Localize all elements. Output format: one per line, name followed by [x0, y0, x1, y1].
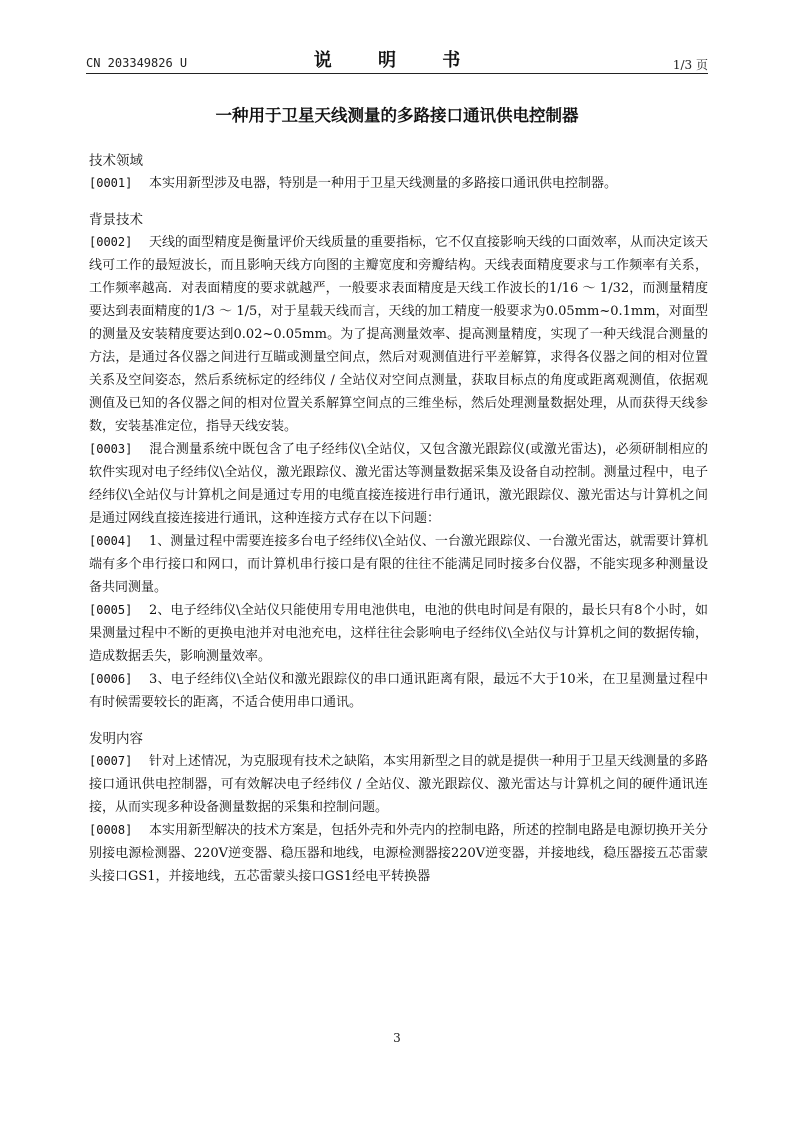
document-number: CN 203349826 U: [86, 56, 188, 70]
document-title: 一种用于卫星天线测量的多路接口通讯供电控制器: [215, 106, 579, 125]
paragraph-number: [0004]: [89, 534, 133, 548]
paragraph-text: 针对上述情况，为克服现有技术之缺陷，本实用新型之目的就是提供一种用于卫星天线测量的多路接口通讯供电控制器，可有效解决电子经纬仪 / 全站仪、激光跟踪仪、激光雷达与计算机之间的硬件通讯连接，从而实现多种设备测量数据的采集和控制问题。: [89, 754, 709, 815]
paragraph-number: [0002]: [89, 235, 133, 249]
paragraph-text: 2、电子经纬仪\全站仪只能使用专用电池供电，电池的供电时间是有限的，最长只有8个小时，如果测量过程中不断的更换电池并对电池充电，这样往往会影响电子经纬仪\全站仪与计算机之间的数据传输，造成数据丢失，影响测量效率。: [89, 603, 708, 664]
paragraph-text: 3、电子经纬仪\全站仪和激光跟踪仪的串口通讯距离有限，最远不大于10米，在卫星测量过程中有时候需要较长的距离，不适合使用串口通讯。: [89, 672, 708, 710]
section-heading: 背景技术: [89, 212, 143, 228]
paragraph: [89, 599, 708, 668]
paragraph-number: [0003]: [89, 442, 133, 456]
paragraph-number: [0005]: [89, 603, 133, 617]
paragraph-number: [0006]: [89, 672, 133, 686]
paragraph-number: [0001]: [89, 176, 133, 190]
paragraph-number: [0007]: [89, 754, 133, 768]
paragraph: [89, 231, 708, 438]
paragraph: [89, 172, 708, 195]
section: [89, 150, 708, 195]
paragraph: [89, 438, 708, 530]
paragraph-text: 本实用新型涉及电器，特别是一种用于卫星天线测量的多路接口通讯供电控制器。: [149, 176, 618, 191]
document-type: 说 明 书: [313, 50, 481, 71]
section-heading: 发明内容: [89, 731, 143, 747]
header-divider: [86, 73, 708, 74]
paragraph-text: 天线的面型精度是衡量评价天线质量的重要指标，它不仅直接影响天线的口面效率，从而决定该天线可工作的最短波长，而且影响天线方向图的主瓣宽度和旁瓣结构。天线表面精度要求与工作频率有关系，工作频率越高．对表面精度的要求就越严，一般要求表面精度是天线工作波长的1/16 ～ 1/32，而测量精度要达到表面精度的1/3 ～ 1/5，对于星载天线而言，天线的加工精度一般要求为0.05mm~0.1mm，对面型的测量及安装精度要达到0.02~0.05mm。为了提高测量效率、提高测量精度，实现了一种天线混合测量的方法，是通过各仪器之间进行互瞄或测量空间点，然后对观测值进行平差解算，求得各仪器之间的相对位置关系及空间姿态，然后系统标定的经纬仪 / 全站仪对空间点测量，获取目标点的角度或距离观测值，依据观测值及已知的各仪器之间的相对位置关系解算空间点的三维坐标，然后处理测量数据处理，从而获得天线参数，安装基准定位，指导天线安装。: [89, 235, 709, 434]
paragraph: [89, 668, 708, 714]
page-number: 3: [393, 1031, 401, 1045]
page-indicator: 1/3 页: [672, 58, 708, 72]
section: [89, 209, 708, 714]
paragraph-text: 本实用新型解决的技术方案是，包括外壳和外壳内的控制电路，所述的控制电路是电源切换开关分别接电源检测器、220V逆变器、稳压器和地线，电源检测器接220V逆变器，并接地线，稳压器接五芯雷蒙头接口GS1，并接地线，五芯雷蒙头接口GS1经电平转换器: [89, 823, 709, 884]
paragraph-text: 1、测量过程中需要连接多台电子经纬仪\全站仪、一台激光跟踪仪、一台激光雷达，就需要计算机端有多个串行接口和网口，而计算机串行接口是有限的往往不能满足同时接多台仪器，不能实现多种测量设备共同测量。: [89, 534, 708, 595]
paragraph-text: 混合测量系统中既包含了电子经纬仪\全站仪，又包含激光跟踪仪(或激光雷达)，必须研制相应的软件实现对电子经纬仪\全站仪，激光跟踪仪、激光雷达等测量数据采集及设备自动控制。测量过程中，电子经纬仪\全站仪与计算机之间是通过专用的电缆直接连接进行串行通讯，激光跟踪仪、激光雷达与计算机之间是通过网线直接连接进行通讯，这种连接方式存在以下问题：: [89, 442, 708, 526]
page-header: [86, 46, 708, 74]
paragraph: [89, 530, 708, 599]
paragraph-number: [0008]: [89, 823, 133, 837]
paragraph: [89, 750, 708, 819]
section: [89, 728, 708, 888]
section-heading: 技术领域: [89, 153, 143, 169]
paragraph: [89, 819, 708, 888]
document-body: [89, 150, 708, 888]
